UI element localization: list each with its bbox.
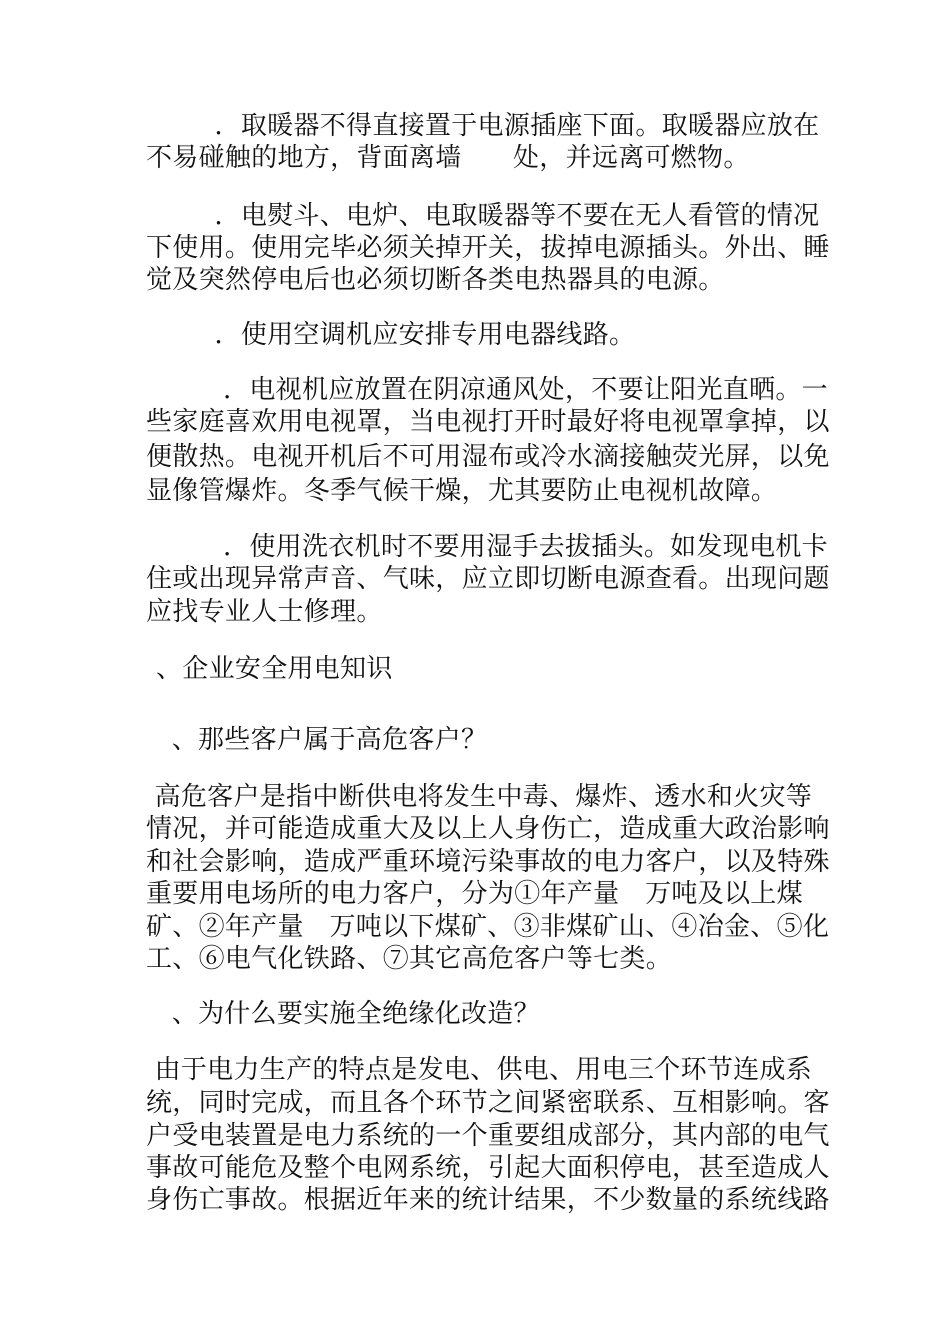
text-line: ．使用洗衣机时不要用湿手去拔插头。如发现电机卡 [146, 532, 828, 562]
text-line: 重要用电场所的电力客户，分为①年产量 万吨及以上煤 [146, 879, 803, 909]
text-line: 矿、②年产量 万吨以下煤矿、③非煤矿山、④冶金、⑤化 [146, 912, 830, 942]
text-line: 显像管爆炸。冬季气候干燥，尤其要防止电视机故障。 [146, 476, 778, 506]
text-line: 身伤亡事故。根据近年来的统计结果，不少数量的系统线路 [146, 1185, 830, 1215]
text-line: 觉及突然停电后也必须切断各类电热器具的电源。 [146, 265, 725, 295]
question-heading: 、为什么要实施全绝缘化改造？ [146, 999, 540, 1029]
question-heading: 、那些客户属于高危客户？ [146, 725, 488, 755]
text-line: 便散热。电视开机后不可用湿布或冷水滴接触荧光屏，以免 [146, 442, 830, 472]
text-line: 不易碰触的地方，背面离墙 处，并远离可燃物。 [146, 143, 750, 173]
text-line: ．电视机应放置在阴凉通风处，不要让阳光直晒。一 [146, 375, 828, 405]
text-line: 由于电力生产的特点是发电、供电、用电三个环节连成系 [146, 1055, 813, 1085]
text-line: 工、⑥电气化铁路、⑦其它高危客户等七类。 [146, 944, 673, 974]
text-line: 户受电装置是电力系统的一个重要组成部分，其内部的电气 [146, 1121, 830, 1151]
text-line: 和社会影响，造成严重环境污染事故的电力客户，以及特殊 [146, 847, 830, 877]
text-line: 情况，并可能造成重大及以上人身伤亡，造成重大政治影响 [146, 814, 830, 844]
text-line: 下使用。使用完毕必须关掉开关，拔掉电源插头。外出、睡 [146, 233, 830, 263]
text-line: 应找专业人士修理。 [146, 597, 383, 627]
text-line: 事故可能危及整个电网系统，引起大面积停电，甚至造成人 [146, 1153, 830, 1183]
text-line: 些家庭喜欢用电视罩，当电视打开时最好将电视罩拿掉，以 [146, 407, 830, 437]
text-line: 统，同时完成，而且各个环节之间紧密联系、互相影响。客 [146, 1088, 830, 1118]
text-line: 高危客户是指中断供电将发生中毒、爆炸、透水和火灾等 [146, 782, 813, 812]
text-line: ．使用空调机应安排专用电器线路。 [146, 320, 636, 350]
section-heading: 、企业安全用电知识 [156, 654, 393, 684]
text-line: ．电熨斗、电炉、电取暖器等不要在无人看管的情况 [146, 201, 820, 231]
text-line: ．取暖器不得直接置于电源插座下面。取暖器应放在 [146, 111, 820, 141]
text-line: 住或出现异常声音、气味，应立即切断电源查看。出现问题 [146, 564, 830, 594]
